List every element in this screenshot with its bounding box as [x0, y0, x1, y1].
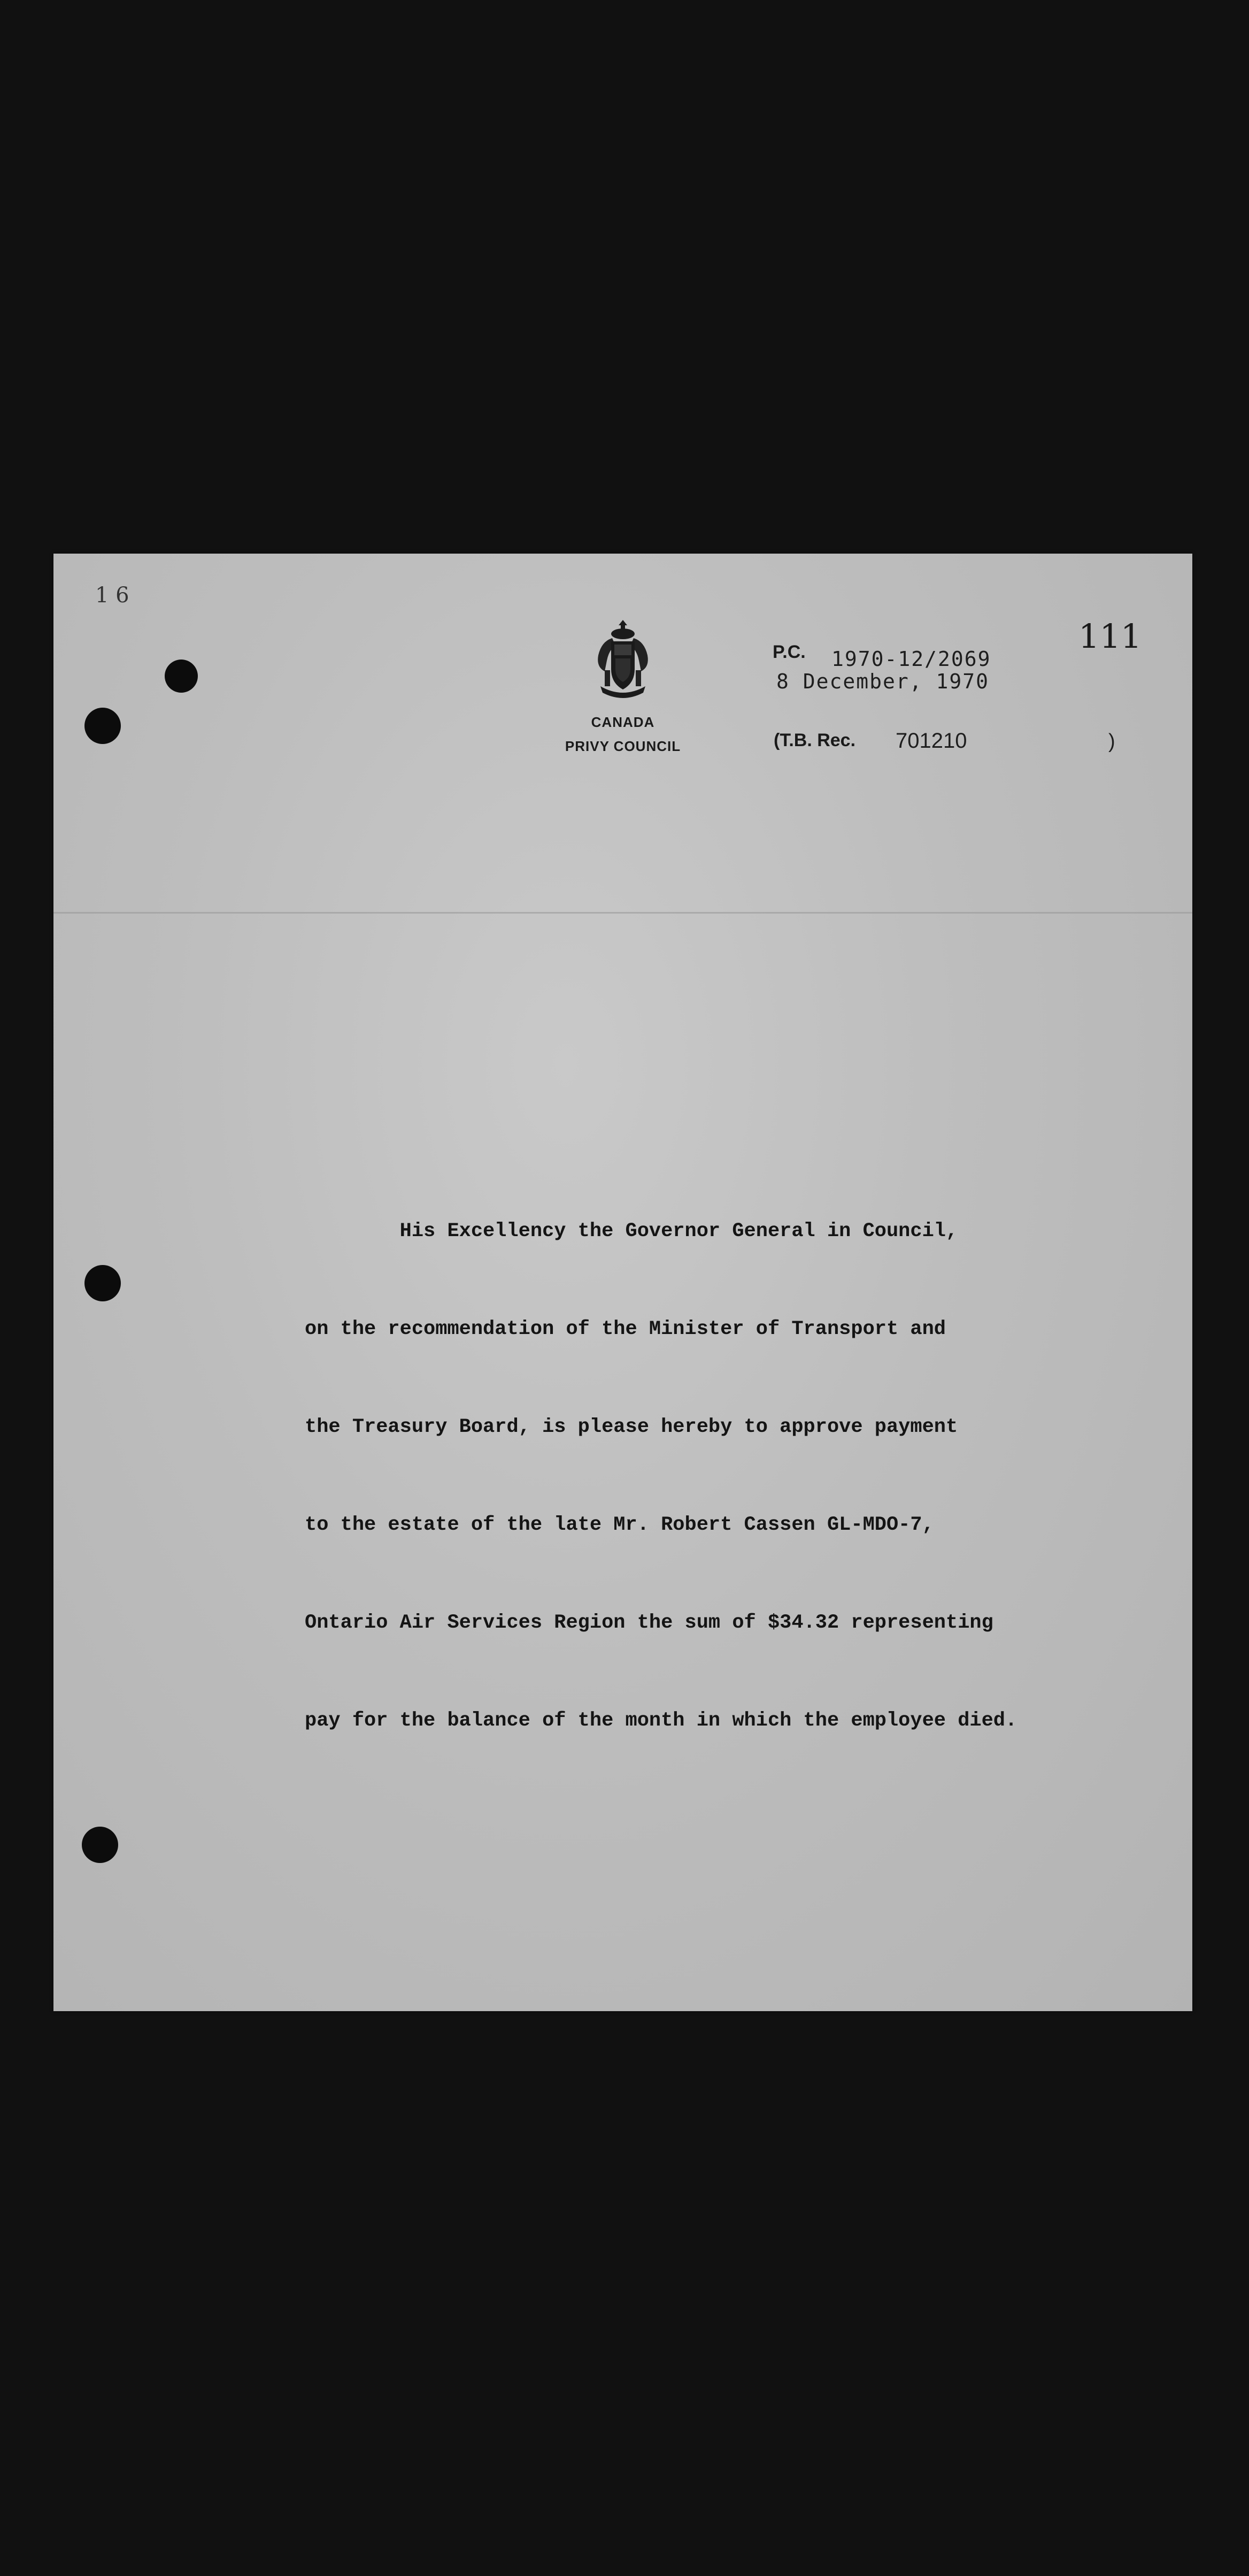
- body-line: pay for the balance of the month in which the employee died.: [305, 1709, 1017, 1732]
- tb-rec-close: ): [1108, 730, 1115, 753]
- body-line: to the estate of the late Mr. Robert Cassen GL-MDO-7,: [305, 1514, 934, 1536]
- tb-rec-number: 701210: [896, 729, 967, 753]
- order-date: 8 December, 1970: [776, 670, 990, 693]
- country-label: CANADA: [591, 714, 655, 730]
- punch-hole: [165, 660, 198, 693]
- punch-hole: [84, 1265, 121, 1301]
- punch-hole: [84, 708, 121, 744]
- body-line: Ontario Air Services Region the sum of $34.32 representing: [305, 1612, 993, 1634]
- pc-number: 1970-12/2069: [831, 647, 991, 671]
- office-label: PRIVY COUNCIL: [565, 738, 681, 754]
- fold-crease: [53, 912, 1192, 914]
- tb-rec-label: (T.B. Rec.: [774, 730, 856, 750]
- order-body: [305, 1150, 1064, 1803]
- body-line: the Treasury Board, is please hereby to approve payment: [305, 1416, 958, 1438]
- coat-of-arms-icon: [591, 618, 655, 703]
- page-number: 111: [1078, 617, 1142, 656]
- corner-marks: 1 6: [95, 583, 129, 608]
- punch-hole: [82, 1827, 118, 1863]
- body-line: His Excellency the Governor General in Council,: [305, 1220, 958, 1243]
- document-page: [53, 554, 1192, 2011]
- body-line: on the recommendation of the Minister of Transport and: [305, 1318, 946, 1340]
- pc-label: P.C.: [773, 642, 806, 662]
